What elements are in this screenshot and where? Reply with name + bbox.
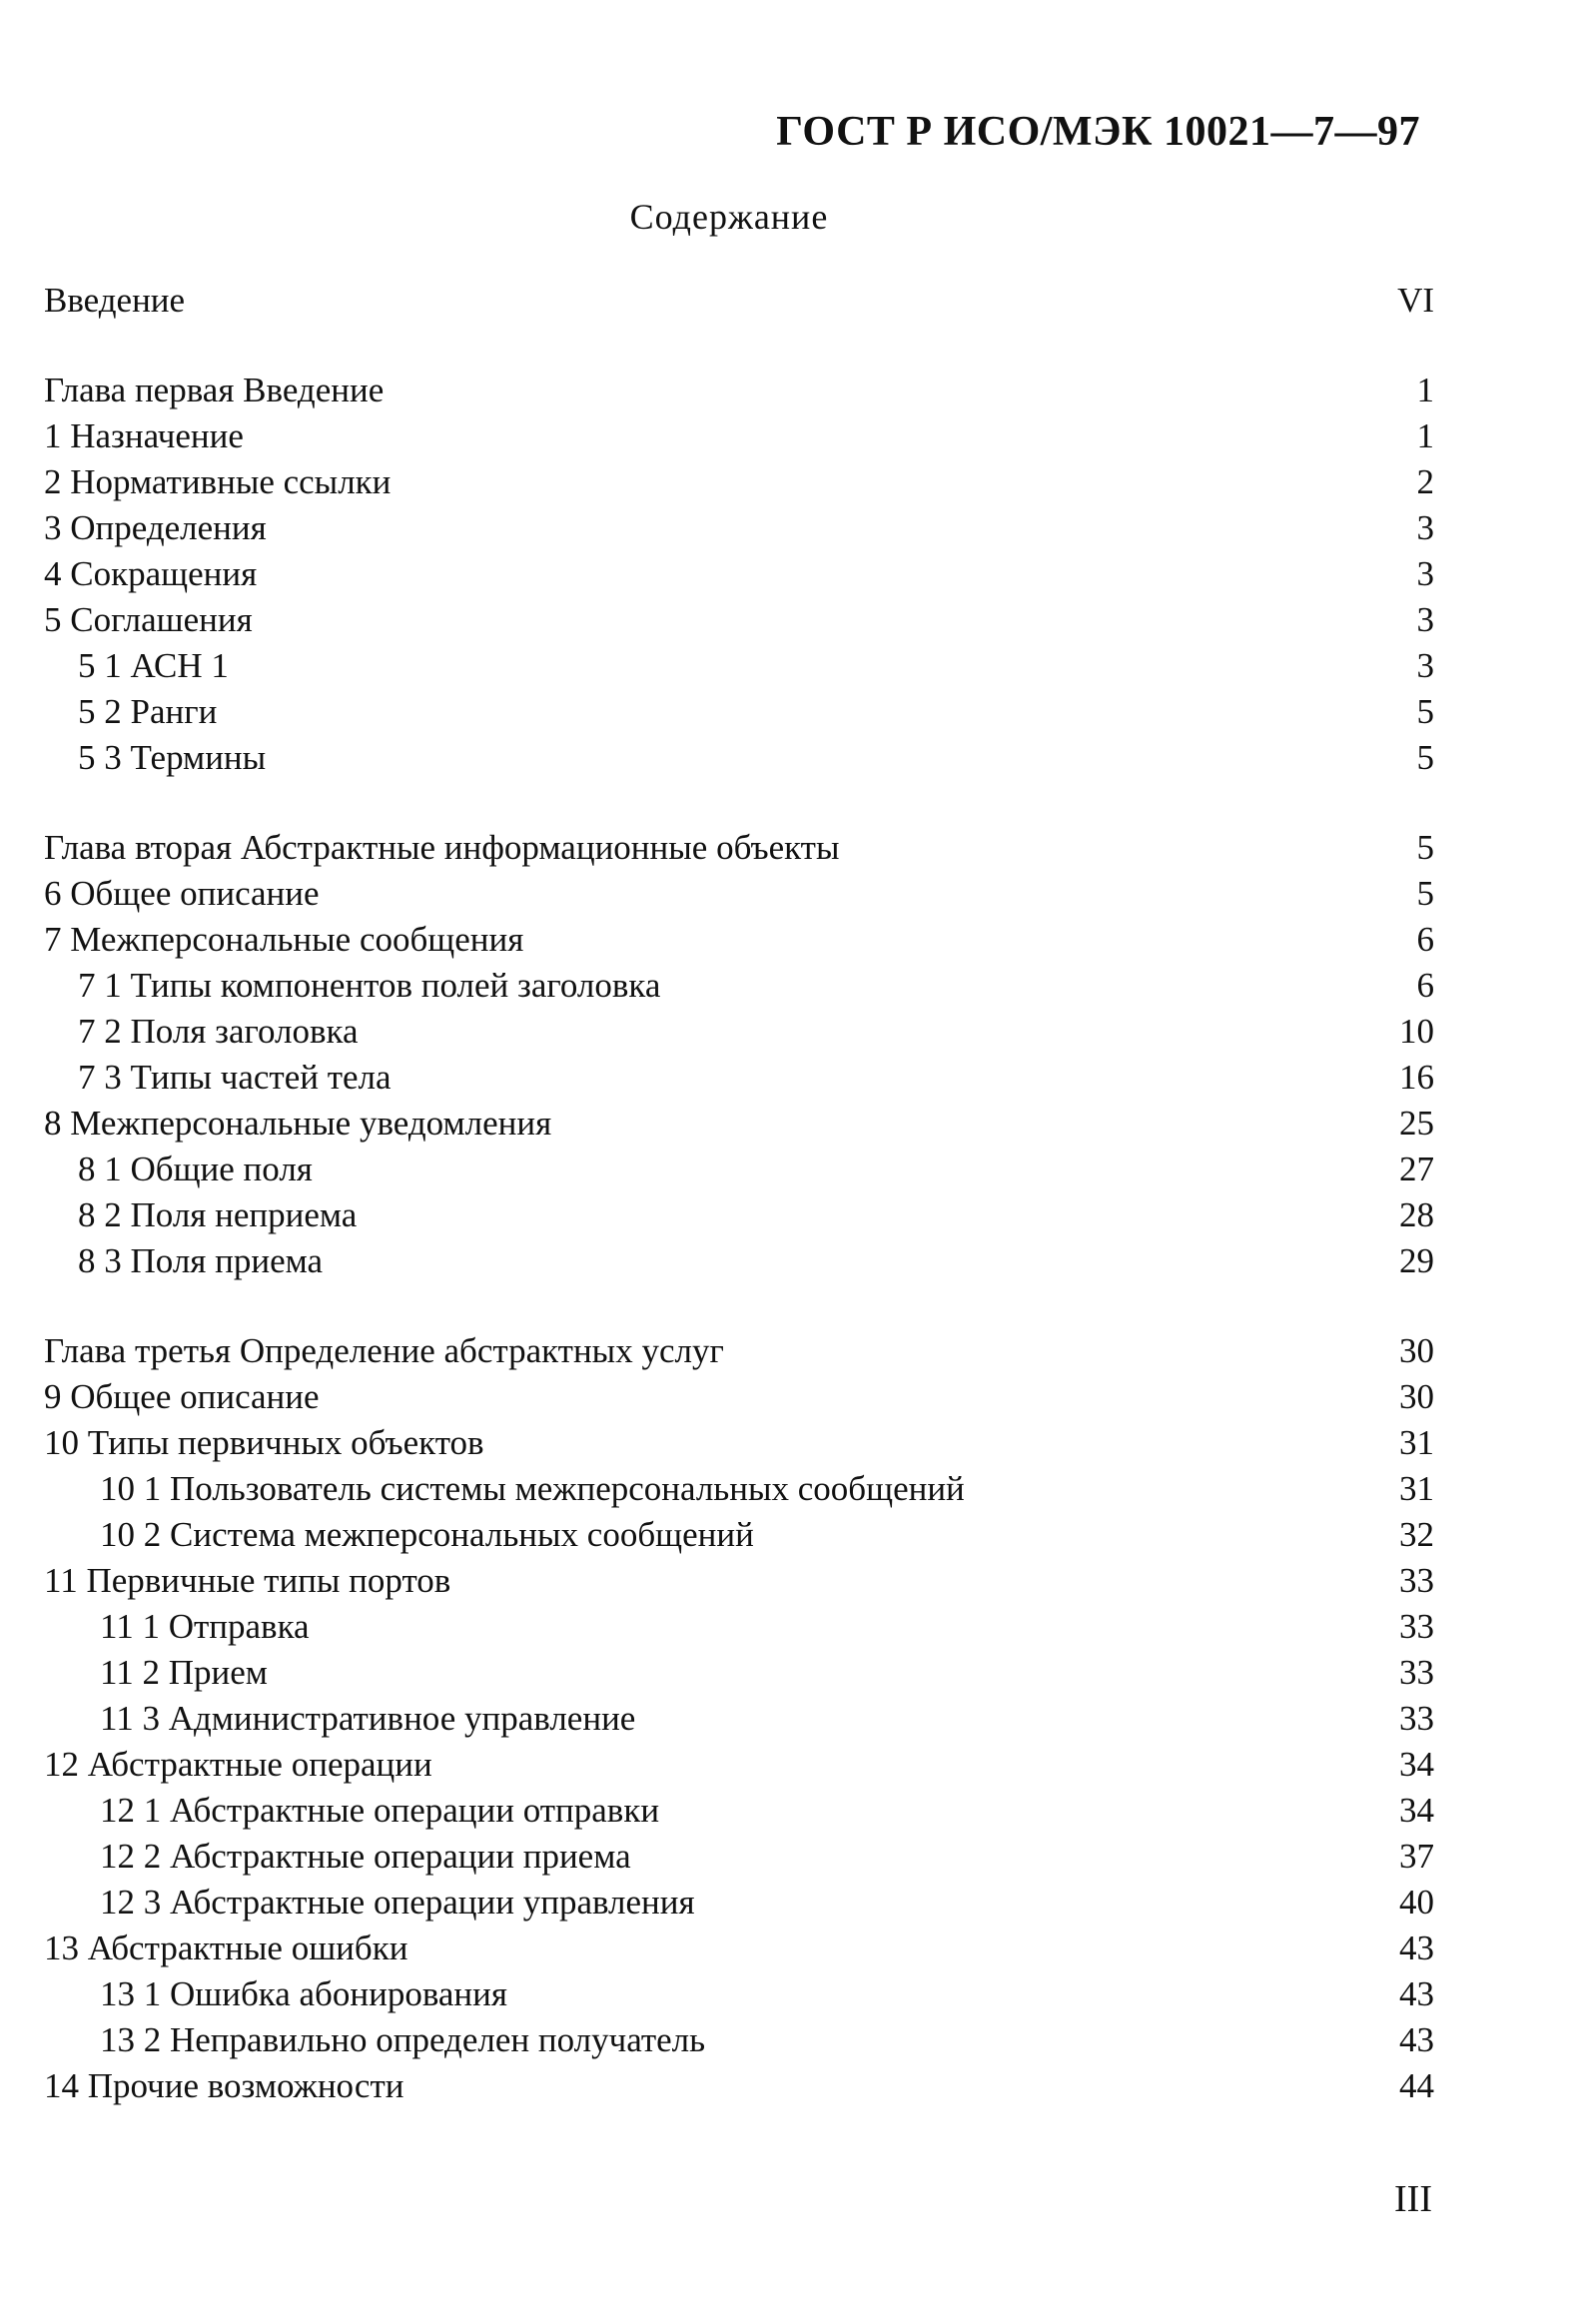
toc-entry-label: 11 Первичные типы портов — [44, 1561, 451, 1600]
toc-group — [44, 825, 1434, 1284]
table-of-contents-title: Содержание — [629, 197, 829, 237]
toc-entry-page-number: 5 — [1416, 738, 1434, 777]
toc-entry-label: Глава вторая Абстрактные информационные объекты — [44, 828, 840, 867]
toc-entry[interactable] — [44, 1558, 1434, 1604]
toc-entry-label: 8 2 Поля неприема — [78, 1195, 358, 1234]
toc-entry[interactable] — [44, 963, 1434, 1009]
toc-entry[interactable] — [44, 1101, 1434, 1147]
toc-entry-page-number: 28 — [1399, 1195, 1434, 1234]
toc-entry[interactable] — [44, 1238, 1434, 1284]
toc-group — [44, 368, 1434, 781]
toc-entry[interactable] — [44, 1971, 1434, 2017]
toc-entry-page-number: 5 — [1416, 692, 1434, 731]
toc-entry[interactable] — [44, 2017, 1434, 2063]
toc-entry-label: Введение — [44, 281, 186, 320]
toc-entry-label: 10 2 Система межперсональных сообщений — [100, 1515, 754, 1554]
toc-entry[interactable] — [44, 825, 1434, 871]
toc-entry-page-number: 31 — [1399, 1423, 1434, 1462]
toc-entry-page-number: 34 — [1399, 1745, 1434, 1784]
toc-entry-page-number: 33 — [1399, 1561, 1434, 1600]
toc-entry-label: 11 1 Отправка — [100, 1607, 310, 1646]
toc-entry[interactable] — [44, 1834, 1434, 1880]
toc-entry[interactable] — [44, 2063, 1434, 2109]
toc-entry-page-number: 1 — [1416, 416, 1434, 455]
toc-entry-label: 2 Нормативные ссылки — [44, 462, 392, 501]
table-of-contents — [44, 278, 1434, 2109]
toc-entry-page-number: 44 — [1399, 2066, 1434, 2105]
toc-entry[interactable] — [44, 1926, 1434, 1971]
toc-entry-label: 10 Типы первичных объектов — [44, 1423, 484, 1462]
toc-entry[interactable] — [44, 1147, 1434, 1192]
toc-entry-label: 11 2 Прием — [100, 1653, 268, 1692]
toc-entry-page-number: 16 — [1399, 1058, 1434, 1097]
toc-entry-label: 9 Общее описание — [44, 1377, 320, 1416]
toc-entry[interactable] — [44, 1696, 1434, 1742]
toc-entry[interactable] — [44, 1466, 1434, 1512]
toc-entry-label: Глава первая Введение — [44, 371, 385, 409]
toc-entry-page-number: 34 — [1399, 1791, 1434, 1830]
toc-entry-label: 5 2 Ранги — [78, 692, 218, 731]
toc-entry[interactable] — [44, 551, 1434, 597]
toc-entry[interactable] — [44, 1192, 1434, 1238]
toc-entry-label: 6 Общее описание — [44, 874, 320, 913]
toc-entry-page-number: 5 — [1416, 828, 1434, 867]
toc-entry-label: 8 Межперсональные уведомления — [44, 1104, 552, 1143]
toc-entry-label: 14 Прочие возможности — [44, 2066, 404, 2105]
toc-entry-label: 11 3 Административное управление — [100, 1699, 636, 1738]
toc-entry-label: 13 Абстрактные ошибки — [44, 1928, 408, 1967]
toc-entry-page-number: 1 — [1416, 371, 1434, 409]
toc-entry[interactable] — [44, 643, 1434, 689]
toc-entry-label: 13 1 Ошибка абонирования — [100, 1974, 507, 2013]
toc-entry[interactable] — [44, 1788, 1434, 1834]
toc-entry[interactable] — [44, 1009, 1434, 1055]
toc-entry[interactable] — [44, 1512, 1434, 1558]
toc-entry[interactable] — [44, 1880, 1434, 1926]
toc-entry-page-number: 29 — [1399, 1241, 1434, 1280]
toc-entry-label: 8 3 Поля приема — [78, 1241, 324, 1280]
toc-entry-label: 4 Сокращения — [44, 554, 258, 593]
toc-entry-label: 3 Определения — [44, 508, 267, 547]
toc-entry-page-number: 25 — [1399, 1104, 1434, 1143]
document-code-header: ГОСТ Р ИСО/МЭК 10021—7—97 — [776, 109, 1420, 155]
toc-entry[interactable] — [44, 689, 1434, 735]
toc-entry[interactable] — [44, 917, 1434, 963]
toc-entry-page-number: 30 — [1399, 1377, 1434, 1416]
toc-entry-page-number: 27 — [1399, 1150, 1434, 1188]
toc-entry[interactable] — [44, 1742, 1434, 1788]
toc-entry-page-number: VI — [1397, 281, 1434, 320]
toc-entry[interactable] — [44, 413, 1434, 459]
toc-entry-label: 12 Абстрактные операции — [44, 1745, 432, 1784]
toc-entry-page-number: 2 — [1416, 462, 1434, 501]
toc-entry-page-number: 3 — [1416, 508, 1434, 547]
toc-group — [44, 278, 1434, 324]
toc-entry-page-number: 43 — [1399, 1928, 1434, 1967]
toc-entry-label: Глава третья Определение абстрактных услуг — [44, 1331, 724, 1370]
toc-entry-page-number: 3 — [1416, 600, 1434, 639]
toc-entry-page-number: 33 — [1399, 1699, 1434, 1738]
toc-entry-label: 12 2 Абстрактные операции приема — [100, 1837, 631, 1876]
toc-entry-page-number: 43 — [1399, 2020, 1434, 2059]
toc-entry-page-number: 37 — [1399, 1837, 1434, 1876]
toc-entry-page-number: 3 — [1416, 646, 1434, 685]
toc-entry-label: 7 1 Типы компонентов полей заголовка — [78, 966, 661, 1005]
toc-entry-label: 5 Соглашения — [44, 600, 253, 639]
toc-entry[interactable] — [44, 1055, 1434, 1101]
page-number: III — [1394, 2178, 1432, 2220]
toc-entry[interactable] — [44, 1420, 1434, 1466]
toc-entry-page-number: 5 — [1416, 874, 1434, 913]
toc-entry[interactable] — [44, 871, 1434, 917]
toc-entry-page-number: 40 — [1399, 1883, 1434, 1922]
toc-entry-page-number: 10 — [1399, 1012, 1434, 1051]
toc-entry[interactable] — [44, 1650, 1434, 1696]
toc-entry[interactable] — [44, 459, 1434, 505]
toc-entry-label: 5 1 АСН 1 — [78, 646, 229, 685]
toc-entry[interactable] — [44, 368, 1434, 413]
toc-entry-label: 12 1 Абстрактные операции отправки — [100, 1791, 660, 1830]
toc-entry[interactable] — [44, 1374, 1434, 1420]
toc-entry-page-number: 6 — [1416, 966, 1434, 1005]
toc-entry-label: 7 3 Типы частей тела — [78, 1058, 392, 1097]
toc-entry[interactable] — [44, 278, 1434, 324]
toc-entry[interactable] — [44, 735, 1434, 781]
toc-entry-page-number: 33 — [1399, 1653, 1434, 1692]
toc-entry-page-number: 31 — [1399, 1469, 1434, 1508]
toc-entry-page-number: 6 — [1416, 920, 1434, 959]
toc-entry-page-number: 30 — [1399, 1331, 1434, 1370]
toc-entry-page-number: 3 — [1416, 554, 1434, 593]
toc-entry-label: 5 3 Термины — [78, 738, 267, 777]
toc-entry-label: 10 1 Пользователь системы межперсональных сообщений — [100, 1469, 965, 1508]
toc-entry-label: 7 2 Поля заголовка — [78, 1012, 359, 1051]
toc-entry[interactable] — [44, 1604, 1434, 1650]
toc-entry-label: 8 1 Общие поля — [78, 1150, 313, 1188]
toc-group — [44, 1328, 1434, 2109]
toc-entry-label: 1 Назначение — [44, 416, 244, 455]
toc-entry-label: 7 Межперсональные сообщения — [44, 920, 524, 959]
toc-entry[interactable] — [44, 597, 1434, 643]
toc-entry-page-number: 43 — [1399, 1974, 1434, 2013]
toc-entry-page-number: 32 — [1399, 1515, 1434, 1554]
toc-entry[interactable] — [44, 505, 1434, 551]
toc-entry[interactable] — [44, 1328, 1434, 1374]
toc-entry-label: 12 3 Абстрактные операции управления — [100, 1883, 695, 1922]
toc-entry-page-number: 33 — [1399, 1607, 1434, 1646]
toc-entry-label: 13 2 Неправильно определен получатель — [100, 2020, 706, 2059]
